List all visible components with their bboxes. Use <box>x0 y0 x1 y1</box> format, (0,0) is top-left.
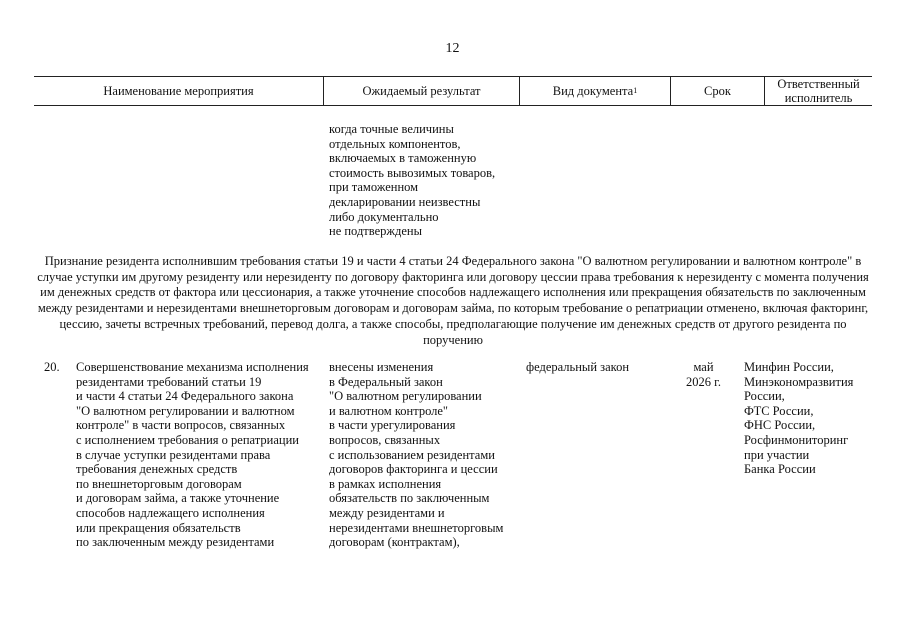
row-result: внесены изменения в Федеральный закон "О валютном регулировании и валютном контроле" в части урегулирования вопросов, связанных с использованием резидентами договоров факторинга и цессии в рамках исполнения обязательств по заключенным между резидентами и нерезидентами внешнеторговым договорам (контрактам), <box>329 360 504 550</box>
header-term: Срок <box>671 77 765 105</box>
row-responsible: Минфин России, Минэкономразвития России, ФТС России, ФНС России, Росфинмониторинг при участии Банка России <box>744 360 854 477</box>
row-event: Совершенствование механизма исполнения резидентами требований статьи 19 и части 4 статьи 24 Федерального закона "О валютном регулировании и валютном контроле" в части вопросов, связанных с исполнением требования о репатриации в случае уступки резидентами права требования денежных средств по внешнеторговым договорам и договорам займа, а также уточнение способов надлежащего исполнения или прекращения обязательств по заключенным между резидентами <box>76 360 309 550</box>
page-number: 12 <box>445 41 460 56</box>
section-heading: Признание резидента исполнившим требования статьи 19 и части 4 статьи 24 Федерального закона "О валютном регулировании и валютном контроле" в случае уступки им другому резиденту или нерезиденту по договору факторинга или договору цессии права требования к нерезиденту с момента получения им денежных средств от фактора или цессионария, а также уточнение способов надлежащего исполнения или прекращения обязательств по заключенным между резидентами и нерезидентами внешнеторговым договорам и договорам займа, по которым требование о репатриации отменено, включая факторинг, цессию, зачеты встречных требований, перевод долга, а также способы, предполагающие получение им денежных средств от другого резидента по поручению <box>37 254 869 347</box>
header-result: Ожидаемый результат <box>324 77 520 105</box>
table-header <box>34 76 872 106</box>
header-doc-type-label: Вид документа <box>552 84 634 98</box>
row-term: май 2026 г. <box>686 360 721 389</box>
row-number: 20. <box>44 360 60 374</box>
row-doc-type: федеральный закон <box>526 360 630 374</box>
header-responsible: Ответственный исполнитель <box>777 77 860 105</box>
continuation-result-text: когда точные величины отдельных компонентов, включаемых в таможенную стоимость вывозимых товаров, при таможенном декларировании неизвестны либо документально не подтверждены <box>329 122 496 239</box>
header-doc-type: Вид документа 1 <box>520 77 671 105</box>
header-event: Наименование мероприятия <box>34 77 324 105</box>
